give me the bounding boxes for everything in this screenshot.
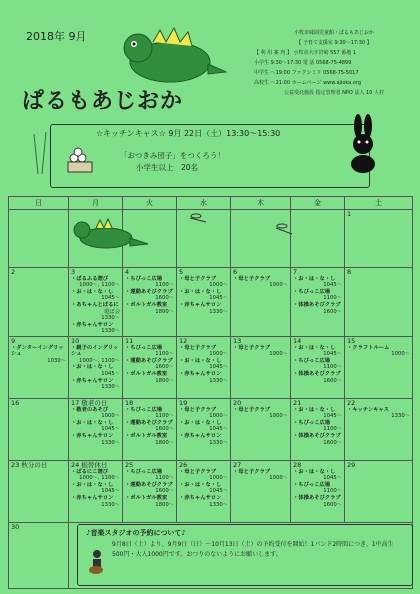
day-number: 19	[179, 398, 188, 407]
calendar-day	[177, 268, 231, 337]
day-event: ・母と子クラブ	[233, 275, 271, 282]
day-event: ・母と子クラブ	[233, 468, 271, 475]
day-number: 13	[233, 336, 242, 345]
day-event: ・敬老のあそび	[71, 406, 109, 413]
day-event: 1045〜	[323, 282, 342, 289]
guitar-player-illustration	[84, 548, 110, 580]
studio-notice-text: 9月8日（土）より、9月9日（日）〜10月13日（土）の予約受付を開始！1バンド2時間につき、1中高生500円・大人1000円です。おつりのないようにお願いします。	[112, 541, 394, 558]
day-event: 1100〜	[323, 426, 342, 433]
day-event: ・キッチンキャス	[347, 406, 390, 413]
calendar-day	[345, 210, 413, 268]
day-event: ・体操あそびクラブ	[293, 301, 341, 308]
day-event: ・運動あそびクラブ	[125, 357, 173, 364]
day-event: ・ちびっこ広場	[125, 275, 163, 282]
calendar-day	[231, 336, 291, 398]
day-event: 1330〜	[209, 377, 228, 384]
day-event: 1045〜	[101, 426, 120, 433]
day-event: 1000〜, 1100〜	[79, 475, 120, 482]
calendar-day	[231, 268, 291, 337]
month-label: 2018年 9月	[26, 30, 87, 43]
calendar-day	[9, 336, 69, 398]
calendar-day	[231, 398, 291, 460]
day-number: 20	[233, 398, 242, 407]
day-event: 1000〜	[101, 413, 120, 420]
info-line: 高校生 〜21:00 ホームページ www.ajioka.org	[254, 80, 362, 86]
day-number: 4	[125, 268, 130, 276]
day-event: 1100〜	[155, 351, 174, 358]
calendar-day	[69, 460, 123, 522]
day-event: 1600〜	[323, 439, 342, 446]
day-event: ・赤ちゃんサロン	[71, 321, 114, 328]
moon-viewing-illustration	[20, 124, 100, 182]
day-event: ・赤ちゃんサロン	[71, 377, 114, 384]
day-event: 1000〜	[269, 282, 288, 289]
weekday-label: 日	[9, 197, 69, 210]
day-event: ・クラフトルーム	[347, 344, 390, 351]
calendar-day	[291, 268, 345, 337]
day-event: ・運動あそびクラブ	[125, 288, 173, 295]
calendar-day	[69, 268, 123, 337]
day-event: ・赤ちゃんサロン	[179, 432, 222, 439]
day-event: 1100〜	[155, 475, 174, 482]
day-event: ・お・は・な・し	[293, 344, 336, 351]
day-event: ・親子のイングリッシュ	[71, 344, 119, 358]
day-event: ・お・は・な・し	[71, 419, 114, 426]
day-event: 1330〜	[101, 328, 120, 335]
day-event: ・母と子クラブ	[179, 468, 217, 475]
info-line: 【 子育て支援室 9:30〜17:30 】	[296, 40, 372, 46]
day-event: 1330〜	[101, 315, 120, 322]
day-number: 15	[347, 336, 356, 345]
day-event: 1045〜	[101, 488, 120, 495]
day-event: 1000〜	[269, 351, 288, 358]
day-event: 1045〜	[323, 475, 342, 482]
weekday-label: 月	[69, 197, 123, 210]
day-event: ・ダンターイングリッシュ	[11, 344, 64, 358]
day-event: ・お・は・な・し	[179, 357, 222, 364]
day-event: ・赤ちゃんサロン	[179, 494, 222, 501]
day-event: ・ボルトガル教室	[125, 494, 168, 501]
weekday-label: 木	[231, 197, 291, 210]
day-number: 27	[233, 460, 242, 469]
day-event: 1000〜, 1100〜	[79, 282, 120, 289]
day-event: 1045〜	[323, 413, 342, 420]
day-event: 遊ぼ会	[104, 308, 120, 315]
calendar-day	[291, 460, 345, 522]
day-event: 1045〜	[101, 295, 120, 302]
info-line: 小学生 9:30〜17:30 電 話 0568-75-4899	[254, 60, 352, 66]
day-event: 1330〜	[101, 384, 120, 391]
day-number: 26	[179, 460, 188, 469]
calendar-day	[9, 522, 69, 588]
day-number: 7	[293, 268, 298, 276]
day-event: ・母と子クラブ	[179, 406, 217, 413]
info-line: 公益受託施設 指定管理者 NPO 法人 10 人村	[283, 90, 384, 96]
day-event: ・赤ちゃんサロン	[71, 432, 114, 439]
day-event: 1045〜	[101, 370, 120, 377]
day-event: ・赤ちゃんサロン	[179, 301, 222, 308]
day-event: ・母と子クラブ	[179, 344, 217, 351]
day-event: ・ちびっこ広場	[293, 288, 331, 295]
day-number: 12	[179, 336, 188, 345]
calendar-day	[345, 336, 413, 398]
day-event: 1000〜	[209, 351, 228, 358]
day-number: 10	[71, 336, 80, 345]
info-line: 【 利 用 案 内 】 小牧市大字岩崎 557 番地 1	[254, 50, 357, 56]
day-event: 1045〜	[209, 426, 228, 433]
calendar-day	[291, 336, 345, 398]
day-number: 3	[71, 268, 76, 276]
day-event: ・赤ちゃんサロン	[71, 494, 114, 501]
day-event: 1000〜	[209, 475, 228, 482]
day-event: ・母と子クラブ	[233, 344, 271, 351]
event-subtitle: 「おつきみ団子」をつくろう！	[120, 151, 225, 160]
day-event: 1600〜	[155, 364, 174, 371]
day-event: 1330〜	[101, 439, 120, 446]
calendar-day	[123, 336, 177, 398]
day-number: 5	[179, 268, 184, 276]
day-number: 18	[125, 398, 134, 407]
calendar-day	[69, 398, 123, 460]
day-event: 1600〜	[155, 295, 174, 302]
day-event: 1000〜	[209, 282, 228, 289]
calendar-day	[345, 398, 413, 460]
day-event: 1600〜	[323, 501, 342, 508]
day-number: 21	[293, 398, 302, 407]
day-event: ・お・は・な・し	[179, 481, 222, 488]
day-event: ・お・は・な・し	[179, 419, 222, 426]
calendar-day	[9, 460, 69, 522]
day-event: 1330〜	[209, 308, 228, 315]
calendar-day	[345, 268, 413, 337]
day-event: ・ちびっこ広場	[125, 468, 163, 475]
day-number: 30	[11, 522, 20, 531]
day-number: 25	[125, 460, 134, 469]
day-event: ・体操あそびクラブ	[293, 432, 341, 439]
studio-notice-title: ♪音楽スタジオの予約について♪	[86, 529, 186, 537]
calendar-day	[291, 398, 345, 460]
day-event: ・お・は・な・し	[293, 275, 336, 282]
day-event: ・ちびっこ広場	[125, 344, 163, 351]
day-event: 1330〜	[101, 501, 120, 508]
day-event: ・ちびっこ広場	[125, 406, 163, 413]
day-event: ・お・は・な・し	[71, 481, 114, 488]
day-number: 2	[11, 268, 16, 276]
day-event: ・ボルトガル教室	[125, 432, 168, 439]
calendar-day	[345, 460, 413, 522]
event-heading: ☆キッチンキャス☆ 9月 22日（土）13:30〜15:30	[96, 129, 281, 138]
calendar-day	[123, 398, 177, 460]
day-event: 1000〜	[391, 351, 410, 358]
info-line: 小牧市味岡児童館・ぱるもあじおか	[293, 30, 374, 36]
day-number: 24 振替休日	[71, 460, 108, 469]
day-number: 14	[293, 336, 302, 345]
day-event: ・赤ちゃんサロン	[179, 370, 222, 377]
day-event: ・お・は・な・し	[71, 364, 114, 371]
day-event: ・ちびっこ広場	[293, 357, 331, 364]
day-event: ・ぱるにこ遊び	[71, 468, 109, 475]
weekday-label: 金	[291, 197, 345, 210]
weekday-label: 水	[177, 197, 231, 210]
calendar-day	[177, 398, 231, 460]
day-number: 16	[11, 398, 20, 407]
page-title: ぱるもあじおか	[22, 89, 184, 114]
day-event: 1000〜	[269, 475, 288, 482]
day-event: ・体操あそびクラブ	[293, 370, 341, 377]
day-event: 1000〜	[269, 413, 288, 420]
day-event: ・ちびっこ広場	[293, 481, 331, 488]
day-event: 1100〜	[155, 413, 174, 420]
day-event: ・あちゃんとぱるに	[71, 301, 119, 308]
calendar-week	[9, 336, 413, 398]
day-event: 1000〜	[209, 413, 228, 420]
day-event: ・お・は・な・し	[293, 406, 336, 413]
weekday-label: 火	[123, 197, 177, 210]
day-event: 1100〜	[323, 295, 342, 302]
day-number: 17 敬老の日	[71, 398, 108, 407]
day-event: ・ボルトガル教室	[125, 370, 168, 377]
day-number: 28	[293, 460, 302, 469]
day-event: 1330〜	[391, 413, 410, 420]
day-number: 22	[347, 398, 356, 407]
calendar-day	[123, 268, 177, 337]
day-event: 1800〜	[155, 308, 174, 315]
calendar-day	[9, 268, 69, 337]
info-line: 中学生 〜19:00 ファクシミリ 0568-75-5017	[254, 70, 359, 76]
day-event: 1045〜	[323, 351, 342, 358]
rabbit-illustration	[334, 114, 390, 178]
day-number: 29	[347, 460, 356, 469]
calendar-week	[9, 398, 413, 460]
day-event: 1800〜	[155, 439, 174, 446]
dinosaur-illustration	[108, 20, 228, 90]
facility-info	[254, 28, 414, 98]
event-age: 小学生以上 20名	[136, 163, 199, 172]
day-event: ・運動あそびクラブ	[125, 481, 173, 488]
day-event: 1045〜	[209, 364, 228, 371]
day-event: ・母と子クラブ	[179, 275, 217, 282]
day-event: 1000〜, 1100〜	[79, 357, 120, 364]
day-event: 1800〜	[155, 501, 174, 508]
day-number: 23 秋分の日	[11, 460, 48, 469]
calendar-day	[177, 460, 231, 522]
calendar-day	[123, 460, 177, 522]
calendar-dinosaur-illustration	[60, 214, 150, 254]
calendar-week	[9, 268, 413, 337]
day-number: 8	[347, 268, 352, 276]
day-event: 1600〜	[323, 308, 342, 315]
day-event: 1600〜	[323, 377, 342, 384]
day-event: 1045〜	[209, 295, 228, 302]
day-event: ・運動あそびクラブ	[125, 419, 173, 426]
day-event: ・お・は・な・し	[293, 468, 336, 475]
day-event: ・体操あそびクラブ	[293, 494, 341, 501]
day-event: 1100〜	[323, 364, 342, 371]
day-event: ・母と子クラブ	[233, 406, 271, 413]
day-event: ・ぱるふる遊び	[71, 275, 109, 282]
day-event: ・ボルトガル教室	[125, 301, 168, 308]
weekday-label: 土	[345, 197, 413, 210]
calendar-day	[231, 460, 291, 522]
calendar-day	[69, 336, 123, 398]
day-event: 1600〜	[155, 426, 174, 433]
day-event: ・ちびっこ広場	[293, 419, 331, 426]
day-number: 1	[347, 210, 352, 218]
day-number: 9	[11, 336, 16, 345]
day-event: 1800〜	[155, 377, 174, 384]
day-event: 1100〜	[155, 282, 174, 289]
dragonfly-illustration	[180, 208, 300, 244]
calendar-day	[177, 336, 231, 398]
day-event: 1100〜	[323, 488, 342, 495]
calendar-week	[9, 460, 413, 522]
day-event: 1600〜	[155, 488, 174, 495]
day-event: 1030〜	[47, 357, 66, 364]
day-event: 1330〜	[209, 501, 228, 508]
calendar-day	[9, 398, 69, 460]
day-number: 11	[125, 336, 134, 345]
day-event: ・お・は・な・し	[179, 288, 222, 295]
day-event: 1045〜	[209, 488, 228, 495]
day-event: ・お・は・な・し	[71, 288, 114, 295]
day-event: 1330〜	[209, 439, 228, 446]
day-number: 6	[233, 268, 238, 276]
